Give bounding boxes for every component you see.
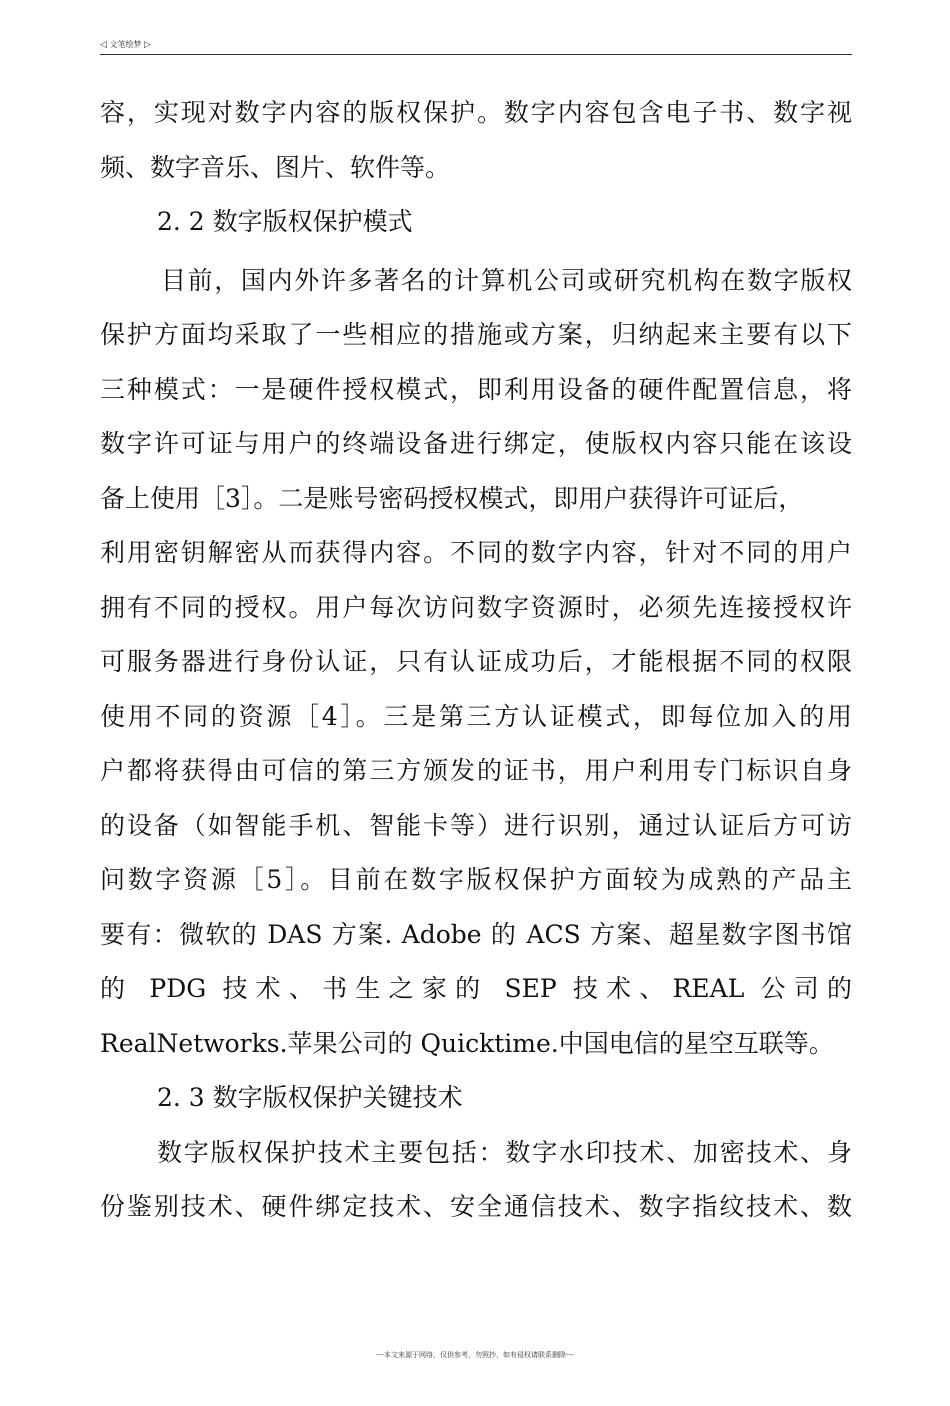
text-line: 使用不同的资源［4］。三是第三方认证模式，即每位加入的用: [100, 701, 852, 731]
right-triangle-icon: ▷: [144, 40, 151, 50]
text-line: 频、数字音乐、图片、软件等。: [100, 152, 451, 182]
text-line: 的 PDG 技术、书生之家的 SEP 技术、REAL 公司的: [100, 974, 852, 1003]
text-line: 数字许可证与用户的终端设备进行绑定，使版权内容只能在该设: [100, 429, 852, 458]
header-title: 文笔绘梦: [109, 40, 142, 49]
text-line: 份鉴别技术、硬件绑定技术、安全通信技术、数字指纹技术、数: [100, 1192, 852, 1221]
text-line: 目前，国内外许多著名的计算机公司或研究机构在数字版权: [161, 265, 852, 295]
section-heading: 2. 3 数字版权保护关键技术: [157, 1083, 463, 1112]
text-line: 可服务器进行身份认证，只有认证成功后，才能根据不同的权限: [100, 647, 852, 676]
text-line: 拥有不同的授权。用户每次访问数字资源时，必须先连接授权许: [100, 592, 852, 622]
document-body: [100, 86, 852, 1235]
left-triangle-icon: ◁: [100, 40, 107, 50]
text-line: 要有：微软的 DAS 方案. Adobe 的 ACS 方案、超星数字图书馆: [100, 919, 852, 949]
text-line: 利用密钥解密从而获得内容。不同的数字内容，针对不同的用户: [100, 538, 852, 567]
text-line: 容，实现对数字内容的版权保护。数字内容包含电子书、数字视: [100, 98, 852, 127]
text-line: 备上使用［3］。二是账号密码授权模式，即用户获得许可证后，: [100, 483, 804, 513]
text-line: 保护方面均采取了一些相应的措施或方案，归纳起来主要有以下: [100, 320, 852, 349]
text-line: RealNetworks.苹果公司的 Quicktime.中国电信的星空互联等。: [100, 1028, 834, 1058]
page-header: [100, 38, 852, 55]
page-footer: ---本文来源于网络，仅供参考，勿照抄，如有侵权请联系删除---: [376, 1351, 574, 1359]
text-line: 数字版权保护技术主要包括：数字水印技术、加密技术、身: [157, 1137, 852, 1167]
text-line: 问数字资源［5］。目前在数字版权保护方面较为成熟的产品主: [100, 865, 852, 894]
text-line: 的设备（如智能手机、智能卡等）进行识别，通过认证后方可访: [100, 810, 852, 840]
text-line: 三种模式：一是硬件授权模式，即利用设备的硬件配置信息，将: [100, 374, 852, 404]
text-line: 户都将获得由可信的第三方颁发的证书，用户利用专门标识自身: [100, 756, 852, 785]
section-heading: 2. 2 数字版权保护模式: [157, 207, 413, 236]
